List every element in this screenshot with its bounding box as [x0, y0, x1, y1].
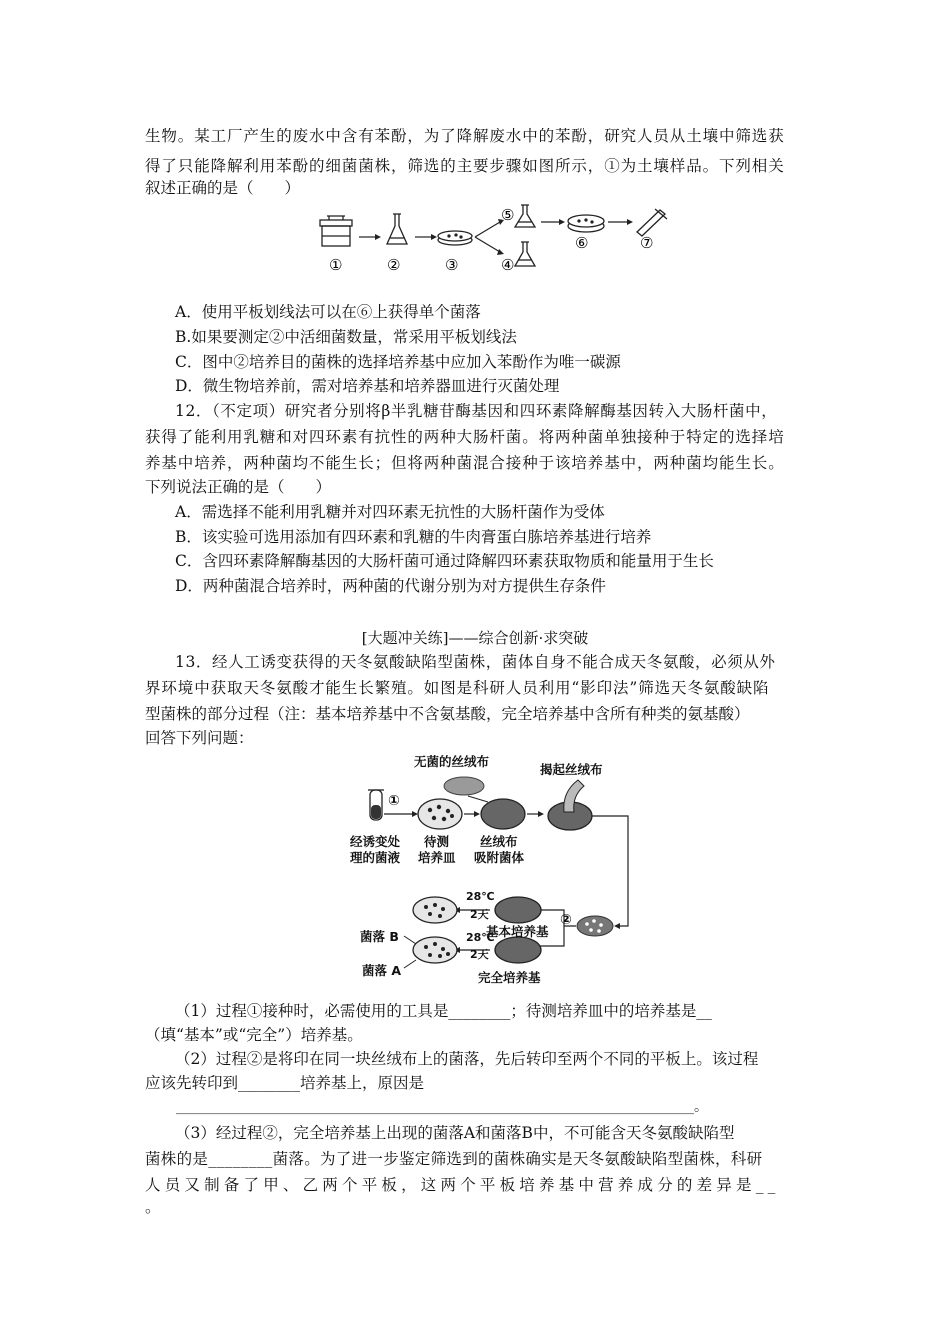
- tube-label-1: 经诱变处: [350, 834, 401, 849]
- plate-label-1: 待测: [424, 834, 450, 849]
- q13-part-3-line-1: （3）经过程②，完全培养基上出现的菌落A和菌落B中，不可能含天冬氨酸缺陷型: [175, 1124, 735, 1142]
- q11-stem-line-3: 叙述正确的是（ ）: [145, 179, 301, 197]
- q13-part-2-line-2: 应该先转印到________培养基上，原因是: [145, 1074, 425, 1092]
- q11-option-c: C．图中②培养目的菌株的选择培养基中应加入苯酚作为唯一碳源: [175, 353, 621, 371]
- complete-medium-label: 完全培养基: [478, 970, 541, 985]
- q13-part-2-answer-line: __________________________________________________________________________。: [176, 1099, 708, 1115]
- basic-medium-plate-icon: [495, 897, 541, 923]
- culture-flask-4-icon: [515, 242, 535, 266]
- label-5: ⑤: [501, 206, 515, 224]
- slant-tube-icon: [637, 209, 667, 236]
- screening-steps-figure: [315, 200, 675, 276]
- q13-part-3-line-2: 菌株的是________菌落。为了进一步鉴定筛选到的菌株确实是天冬氨酸缺陷型菌株，科研: [145, 1150, 763, 1168]
- q12-stem-line-1: 12．（不定项）研究者分别将β半乳糖苷酶基因和四环素降解酶基因转入大肠杆菌中，: [175, 402, 778, 420]
- q13-part-2-line-1: （2）过程②是将印在同一块丝绒布上的菌落，先后转印至两个不同的平板上。该过程: [175, 1050, 759, 1068]
- step-1-label: ①: [388, 793, 400, 809]
- complete-medium-plate-icon: [495, 937, 541, 963]
- q11-option-a: A．使用平板划线法可以在⑥上获得单个菌落: [175, 303, 481, 321]
- lift-velvet-label: 揭起丝绒布: [540, 762, 603, 777]
- q13-stem-line-3: 型菌株的部分过程（注：基本培养基中不含氨基酸，完全培养基中含所有种类的氨基酸）: [145, 705, 750, 723]
- result-complete-plate-icon: [413, 937, 457, 963]
- label-1: ①: [329, 256, 343, 274]
- q13-part-3-line-4: 。: [145, 1198, 161, 1216]
- label-2: ②: [387, 256, 401, 274]
- sterile-velvet-icon: [444, 777, 484, 795]
- q11-stem-line-2: 得了只能降解利用苯酚的细菌菌株，筛选的主要步骤如图所示，①为土壤样品。下列相关: [145, 157, 785, 175]
- soil-sample-pot-icon: [320, 216, 352, 246]
- q12-option-a: A．需选择不能利用乳糖并对四环素无抗性的大肠杆菌作为受体: [175, 503, 605, 521]
- velvet-label-1: 丝绒布: [480, 834, 518, 849]
- plate-label-2: 培养皿: [418, 850, 456, 865]
- q13-stem-line-2: 界环境中获取天冬氨酸才能生长繁殖。如图是科研人员利用“影印法”筛选天冬氨酸缺陷: [145, 679, 770, 697]
- q12-stem-line-2: 获得了能利用乳糖和对四环素有抗性的两种大肠杆菌。将两种菌单独接种于特定的选择培: [145, 428, 785, 446]
- q12-option-c: C．含四环素降解酶基因的大肠杆菌可通过降解四环素获取物质和能量用于生长: [175, 552, 714, 570]
- temp-label-basic: 28℃: [466, 890, 495, 903]
- days-label-complete: 2天: [470, 948, 489, 961]
- result-basic-plate-icon: [413, 897, 457, 923]
- basic-medium-label: 基本培养基: [486, 924, 549, 939]
- label-7: ⑦: [640, 234, 654, 252]
- q12-stem-line-4: 下列说法正确的是（ ）: [145, 478, 332, 496]
- q13-stem-line-4: 回答下列问题：: [145, 729, 254, 747]
- velvet-label-2: 吸附菌体: [474, 850, 525, 865]
- velvet-colonies-icon: [577, 916, 613, 936]
- label-4: ④: [501, 256, 515, 274]
- temp-label-complete: 28℃: [466, 931, 495, 944]
- q13-stem-line-1: 13．经人工诱变获得的天冬氨酸缺陷型菌株，菌体自身不能合成天冬氨酸，必须从外: [175, 653, 776, 671]
- q11-option-d: D．微生物培养前，需对培养基和培养器皿进行灭菌处理: [175, 377, 560, 395]
- colony-a-label: 菌落 A: [362, 963, 402, 978]
- test-tube-icon: [368, 790, 384, 820]
- q13-part-1-line-2: （填“基本”或“完全”）培养基。: [145, 1026, 363, 1044]
- days-label-basic: 2天: [470, 908, 489, 921]
- lift-velvet-icon: [548, 780, 592, 830]
- tube-label-2: 理的菌液: [350, 850, 401, 865]
- culture-flask-icon: [387, 214, 407, 244]
- colony-b-label: 菌落 B: [360, 929, 399, 944]
- petri-dish-3-icon: [438, 231, 472, 245]
- replica-plating-figure: [340, 750, 640, 990]
- q13-part-1-line-1: （1）过程①接种时，必需使用的工具是________；待测培养皿中的培养基是__: [175, 1002, 712, 1020]
- q12-option-b: B．该实验可选用添加有四环素和乳糖的牛肉膏蛋白胨培养基进行培养: [175, 528, 652, 546]
- q13-part-3-line-3: 人员又制备了甲、乙两个平板，这两个平板培养基中营养成分的差异是__: [145, 1176, 780, 1194]
- step-2-label: ②: [560, 912, 572, 928]
- q11-option-b: B.如果要测定②中活细菌数量，常采用平板划线法: [175, 328, 517, 346]
- test-plate-icon: [418, 799, 462, 829]
- section-title: [大题冲关练]——综合创新·求突破: [361, 629, 589, 647]
- q12-stem-line-3: 养基中培养，两种菌均不能生长；但将两种菌混合接种于该培养基中，两种菌均能生长。: [145, 454, 785, 472]
- petri-dish-6-icon: [568, 215, 604, 232]
- label-6: ⑥: [575, 234, 589, 252]
- velvet-plate-icon: [481, 799, 525, 829]
- culture-flask-5-icon: [515, 205, 535, 227]
- label-3: ③: [445, 256, 459, 274]
- q12-option-d: D．两种菌混合培养时，两种菌的代谢分别为对方提供生存条件: [175, 577, 606, 595]
- sterile-velvet-label: 无菌的丝绒布: [414, 754, 490, 769]
- q11-stem-line-1: 生物。某工厂产生的废水中含有苯酚，为了降解废水中的苯酚，研究人员从土壤中筛选获: [145, 127, 785, 145]
